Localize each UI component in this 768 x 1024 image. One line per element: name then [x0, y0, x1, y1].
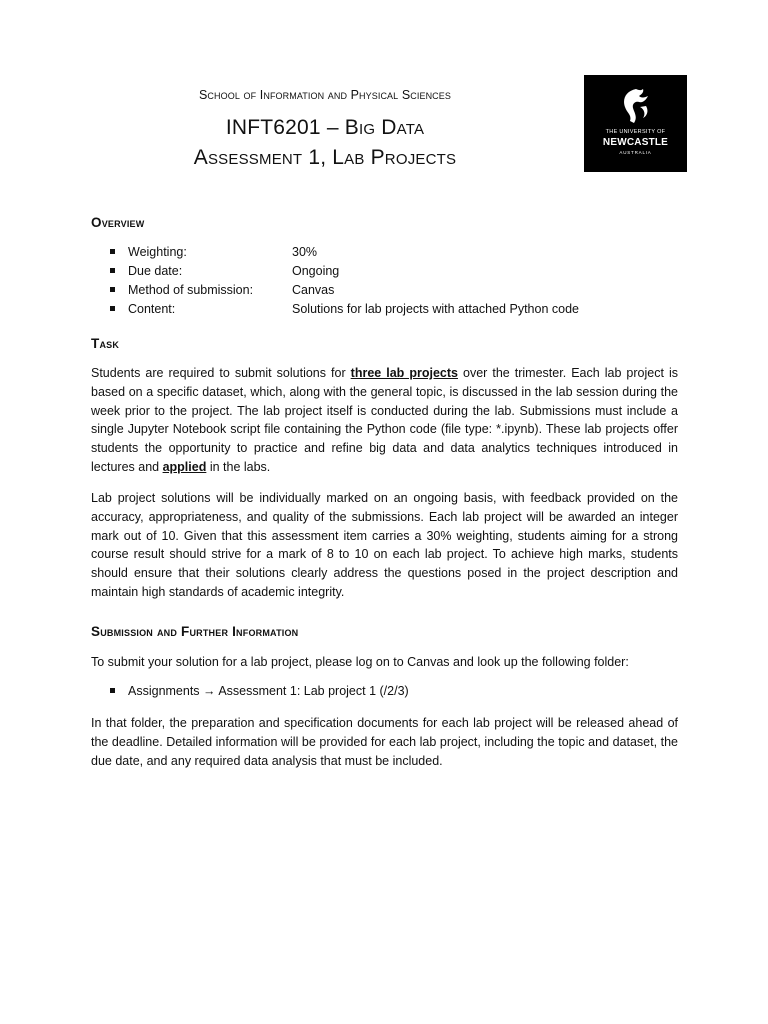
bullet-icon — [110, 688, 115, 693]
logo-text-line3: AUSTRALIA — [619, 150, 652, 155]
seahorse-icon — [616, 87, 656, 127]
emphasis-three-lab-projects: three lab projects — [350, 366, 458, 380]
task-paragraph-1 — [91, 364, 678, 477]
overview-value: Solutions for lab projects with attached Python code — [292, 302, 579, 316]
overview-value: Ongoing — [292, 264, 340, 278]
text-span: in the labs. — [206, 459, 271, 474]
text-span: Students are required to submit solutions for — [91, 366, 351, 380]
course-title: INFT6201 – Big Data — [225, 116, 425, 139]
bullet-icon — [110, 249, 115, 254]
emphasis-applied: applied — [162, 459, 207, 474]
overview-key: Weighting: — [128, 245, 187, 259]
bullet-icon — [110, 268, 115, 273]
bullet-icon — [110, 287, 115, 292]
task-paragraph-2: Lab project solutions will be individually marked on an ongoing basis, with feedback provided on the accuracy, appropriateness, and quality of the submissions. Each lab project will be awarded an integer mark out of 10. Given that this assessment item carries a 30% weighting, students aiming for a strong course result should strive for a mark of 8 to 10 on each lab project. To achieve high marks, students should ensure that their solutions clearly address the questions posed in the project description and maintain high standards of academic integrity. — [91, 491, 678, 599]
overview-key: Due date: — [128, 264, 183, 278]
overview-value: 30% — [292, 245, 318, 259]
overview-heading: Overview — [91, 215, 145, 230]
bullet-icon — [110, 306, 115, 311]
task-heading: Task — [91, 336, 120, 351]
overview-key: Method of submission: — [128, 283, 254, 297]
submission-heading: Submission and Further Information — [91, 624, 299, 639]
submission-paragraph: In that folder, the preparation and specification documents for each lab project will be released ahead of the deadline. Detailed information will be provided for each lab project, including the topic and dataset, the due date, and any required data analysis that must be included. — [91, 716, 678, 768]
overview-value: Canvas — [292, 283, 335, 297]
university-logo — [584, 75, 687, 172]
canvas-folder-path: Assignments → Assessment 1: Lab project 1 (/2/3) — [128, 684, 409, 698]
school-name: School of Information and Physical Sciences — [198, 88, 451, 102]
logo-text-line1: THE UNIVERSITY OF — [605, 129, 666, 135]
submission-intro: To submit your solution for a lab project, please log on to Canvas and look up the following folder: — [91, 655, 629, 669]
logo-text-line2: NEWCASTLE — [602, 137, 669, 148]
text-span: over the trimester. Each lab project is based on a specific dataset, which, along with the general topic, is discussed in the lab session during the week prior to the project. The lab project itself is conducted during the lab. Submissions must include a single Jupyter Notebook script file containing the Python code (file type: *.ipynb). These lab projects offer students the opportunity to practice and refine big data and data analytics techniques introduced in lectures and — [91, 366, 679, 474]
overview-key: Content: — [128, 302, 176, 316]
assessment-title: Assessment 1, Lab Projects — [193, 146, 457, 169]
